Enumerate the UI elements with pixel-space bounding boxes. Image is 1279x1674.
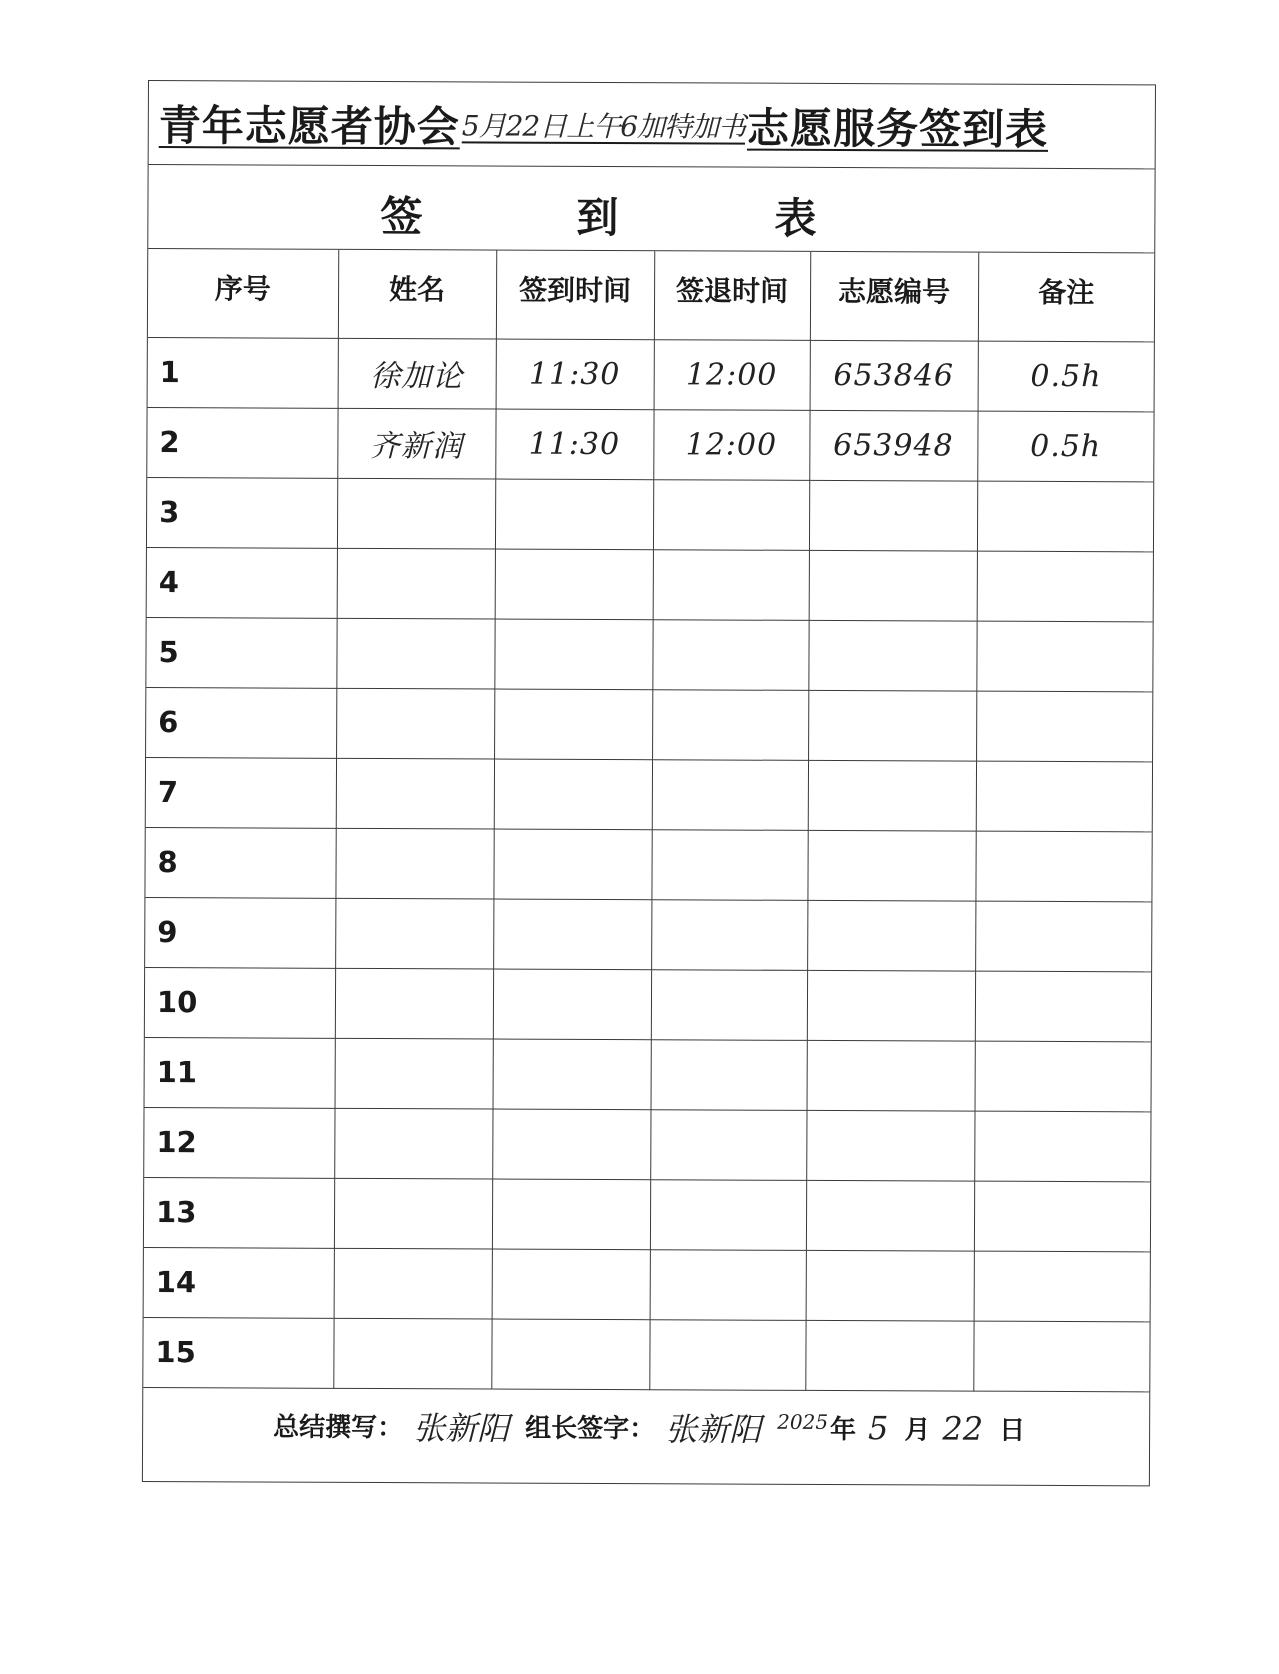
- sign-in-time-cell: [492, 1249, 650, 1320]
- serial-cell: 1: [148, 337, 338, 408]
- banner: [148, 165, 1154, 253]
- sign-out-time-cell: 12:00: [654, 339, 810, 410]
- remarks-cell: [973, 1321, 1149, 1392]
- volunteer-id-cell: 653948: [809, 410, 977, 481]
- date-day-hand: 22: [942, 1408, 984, 1448]
- sign-in-time-cell: [492, 1109, 650, 1180]
- table-row: [144, 1247, 1150, 1321]
- name-cell: [336, 688, 494, 759]
- table-row: [148, 337, 1154, 411]
- sign-in-sheet: [142, 80, 1156, 1486]
- footer: [143, 1387, 1149, 1465]
- sign-in-time-cell: [494, 619, 652, 690]
- form-title: [149, 81, 1155, 169]
- remarks-cell: [975, 971, 1151, 1042]
- remarks-cell: [975, 901, 1151, 972]
- volunteer-id-cell: [807, 900, 975, 971]
- serial-cell: 2: [147, 407, 337, 478]
- sign-out-time-cell: [651, 1039, 807, 1110]
- table-row: [146, 617, 1152, 691]
- table-row: [145, 827, 1151, 901]
- sign-in-time-cell: [495, 479, 653, 550]
- sign-out-time-cell: [651, 829, 807, 900]
- table-row: [143, 1317, 1149, 1391]
- sign-out-time-cell: [652, 689, 808, 760]
- date-month-label: 月: [904, 1415, 931, 1446]
- header-sign-out-time: 签退时间: [654, 251, 810, 340]
- date-year-hand: 2025: [777, 1409, 829, 1434]
- table-row: [144, 1107, 1150, 1181]
- name-cell: [335, 968, 493, 1039]
- sign-in-time-cell: [493, 969, 651, 1040]
- remarks-cell: [976, 761, 1152, 832]
- banner-char-3: 表: [774, 193, 817, 243]
- leader-signature: 张新阳: [665, 1409, 762, 1449]
- table-row: [145, 967, 1151, 1041]
- sign-out-time-cell: [649, 1319, 805, 1390]
- sign-out-time-cell: [652, 619, 808, 690]
- sign-out-time-cell: [653, 479, 809, 550]
- sign-out-time-cell: [650, 1179, 806, 1250]
- remarks-cell: [975, 831, 1151, 902]
- sign-out-time-cell: [652, 759, 808, 830]
- summary-label: 总结撰写：: [273, 1412, 404, 1444]
- remarks-cell: 0.5h: [978, 341, 1154, 412]
- sign-in-time-cell: [492, 1179, 650, 1250]
- volunteer-id-cell: 653846: [810, 340, 978, 411]
- serial-cell: 9: [145, 897, 335, 968]
- name-cell: [336, 618, 494, 689]
- date-year-label: 年: [830, 1414, 857, 1446]
- remarks-cell: [976, 691, 1152, 762]
- serial-cell: 5: [146, 617, 336, 688]
- serial-cell: 15: [143, 1317, 333, 1388]
- name-cell: [335, 828, 493, 899]
- volunteer-id-cell: [806, 1250, 974, 1321]
- header-name: 姓名: [338, 250, 496, 339]
- name-cell: [333, 1318, 491, 1389]
- name-cell: [337, 478, 495, 549]
- volunteer-id-cell: [805, 1320, 973, 1391]
- sign-out-time-cell: 12:00: [653, 409, 809, 480]
- serial-cell: 13: [144, 1177, 334, 1248]
- name-cell: [334, 1248, 492, 1319]
- volunteer-id-cell: [808, 760, 976, 831]
- banner-char-2: 到: [576, 192, 619, 243]
- table-row: [144, 1177, 1150, 1251]
- table-row: [145, 897, 1151, 971]
- table-row: [146, 757, 1152, 831]
- name-cell: [334, 1178, 492, 1249]
- sign-in-time-cell: [494, 759, 652, 830]
- serial-cell: 8: [145, 827, 335, 898]
- sign-out-time-cell: [651, 969, 807, 1040]
- remarks-cell: [975, 1041, 1151, 1112]
- remarks-cell: [977, 481, 1153, 552]
- date-day-label: 日: [999, 1415, 1026, 1446]
- summary-signature: 张新阳: [413, 1408, 510, 1448]
- volunteer-id-cell: [806, 1180, 974, 1251]
- volunteer-id-cell: [808, 620, 976, 691]
- name-cell: [335, 1038, 493, 1109]
- header-sign-in-time: 签到时间: [496, 251, 654, 340]
- volunteer-id-cell: [809, 550, 977, 621]
- serial-cell: 3: [147, 477, 337, 548]
- sign-in-table: [143, 249, 1154, 1392]
- volunteer-id-cell: [807, 830, 975, 901]
- remarks-cell: [974, 1251, 1150, 1322]
- serial-cell: 12: [144, 1107, 334, 1178]
- sign-out-time-cell: [651, 899, 807, 970]
- table-row: [147, 477, 1153, 551]
- header-serial: 序号: [148, 249, 338, 338]
- name-cell: [336, 758, 494, 829]
- serial-cell: 14: [144, 1247, 334, 1318]
- sign-in-time-cell: 11:30: [495, 409, 653, 480]
- serial-cell: 10: [145, 967, 335, 1038]
- sign-in-time-cell: [493, 899, 651, 970]
- remarks-cell: [976, 621, 1152, 692]
- sign-in-time-cell: [493, 1039, 651, 1110]
- name-cell: [337, 548, 495, 619]
- sign-out-time-cell: [650, 1109, 806, 1180]
- name-cell: 徐加论: [338, 338, 496, 409]
- title-suffix: 志愿服务签到表: [746, 103, 1049, 154]
- table-row: [147, 407, 1153, 481]
- sign-in-time-cell: 11:30: [496, 339, 654, 410]
- date-month-hand: 5: [868, 1408, 889, 1447]
- volunteer-id-cell: [806, 1110, 974, 1181]
- table-row: [147, 547, 1153, 621]
- banner-char-1: 签: [380, 192, 423, 242]
- serial-cell: 7: [146, 757, 336, 828]
- sign-in-time-cell: [493, 829, 651, 900]
- name-cell: 齐新润: [337, 408, 495, 479]
- remarks-cell: [974, 1181, 1150, 1252]
- sign-out-time-cell: [650, 1249, 806, 1320]
- table-header-row: [148, 249, 1154, 341]
- remarks-cell: [977, 551, 1153, 622]
- title-prefix: 青年志愿者协会: [158, 100, 460, 151]
- serial-cell: 11: [145, 1037, 335, 1108]
- volunteer-id-cell: [809, 480, 977, 551]
- table-row: [146, 687, 1152, 761]
- serial-cell: 6: [146, 687, 336, 758]
- sign-in-time-cell: [491, 1319, 649, 1390]
- header-remarks: 备注: [978, 253, 1154, 342]
- volunteer-id-cell: [808, 690, 976, 761]
- sign-in-time-cell: [494, 689, 652, 760]
- name-cell: [335, 898, 493, 969]
- volunteer-id-cell: [807, 970, 975, 1041]
- sign-out-time-cell: [653, 549, 809, 620]
- table-row: [145, 1037, 1151, 1111]
- remarks-cell: 0.5h: [977, 411, 1153, 482]
- volunteer-id-cell: [807, 1040, 975, 1111]
- sign-in-time-cell: [495, 549, 653, 620]
- serial-cell: 4: [147, 547, 337, 618]
- remarks-cell: [974, 1111, 1150, 1182]
- leader-label: 组长签字：: [525, 1413, 656, 1445]
- header-volunteer-id: 志愿编号: [810, 252, 978, 341]
- name-cell: [334, 1108, 492, 1179]
- title-handwritten-event: 5月22日上午6加特加书: [461, 108, 746, 144]
